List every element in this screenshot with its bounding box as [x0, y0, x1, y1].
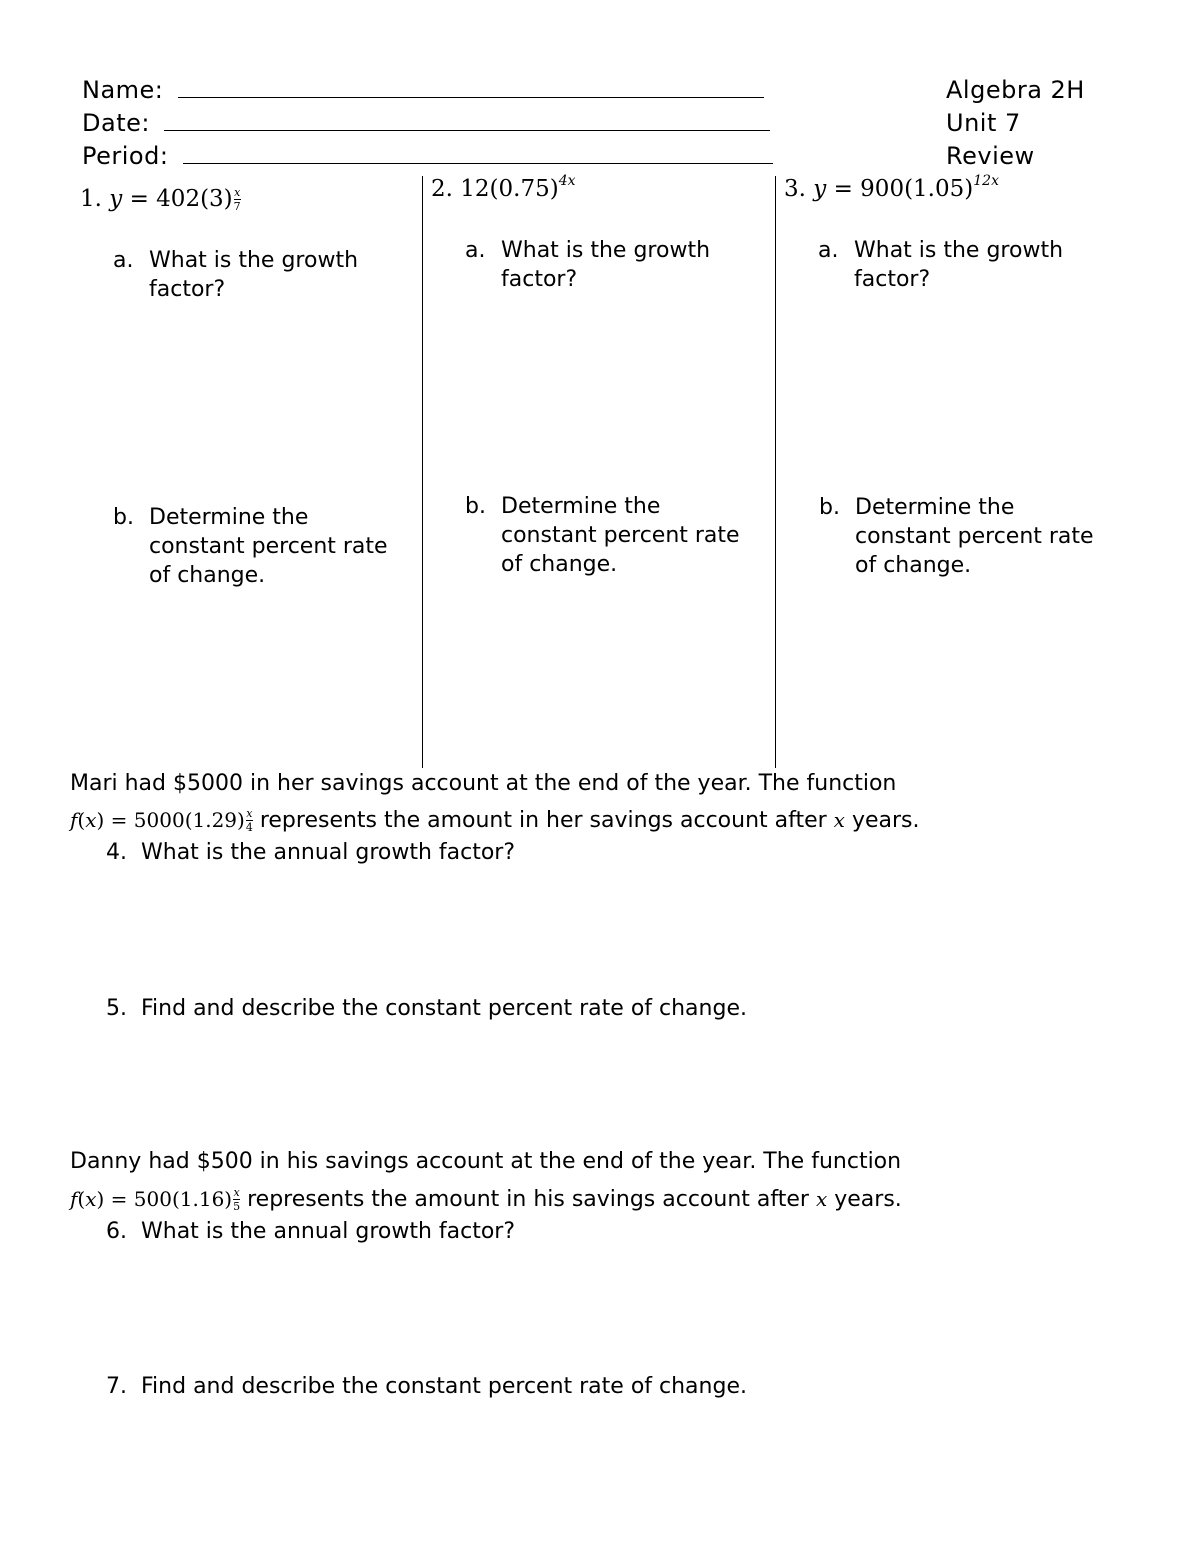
- period-blank[interactable]: [183, 141, 773, 164]
- mari-intro: Mari had $5000 in her savings account at the end of the year. The function: [70, 771, 897, 796]
- problem-3-equation: 3. $y = 900(1.05)^{12x}$: [784, 173, 999, 202]
- course-title: Algebra 2H: [946, 76, 1085, 104]
- name-row: [82, 74, 764, 107]
- unit-title: Unit 7: [946, 109, 1021, 137]
- period-label: Period:: [82, 142, 169, 170]
- name-label: Name:: [82, 76, 164, 104]
- problem-1-equation: 1. y = 402(3) $\frac{x}{7}$: [80, 186, 241, 213]
- date-label: Date:: [82, 109, 150, 137]
- date-blank[interactable]: [164, 108, 770, 131]
- review-title: Review: [946, 142, 1035, 170]
- period-row: [82, 140, 773, 173]
- question-7: 7. Find and describe the constant percent rate of change.: [106, 1374, 747, 1399]
- name-blank[interactable]: [178, 75, 764, 98]
- date-row: [82, 107, 770, 140]
- danny-intro: Danny had $500 in his savings account at the end of the year. The function: [70, 1149, 902, 1174]
- column-divider-1: [422, 176, 423, 768]
- mari-function-line: f(x) = 5000(1.29) $\frac{x}{4}$ represents the amount in her savings account after x years.: [70, 807, 920, 834]
- question-4: 4. What is the annual growth factor?: [106, 840, 516, 865]
- question-5: 5. Find and describe the constant percent rate of change.: [106, 996, 747, 1021]
- column-divider-2: [775, 176, 776, 768]
- question-6: 6. What is the annual growth factor?: [106, 1219, 516, 1244]
- exponent-fraction: $\frac{x}{7}$: [233, 186, 241, 213]
- danny-function-line: f(x) = 500(1.16) $\frac{x}{5}$ represents the amount in his savings account after x years.: [70, 1186, 902, 1213]
- problem-2-equation: 2. $12(0.75)^{4x}$: [431, 173, 576, 202]
